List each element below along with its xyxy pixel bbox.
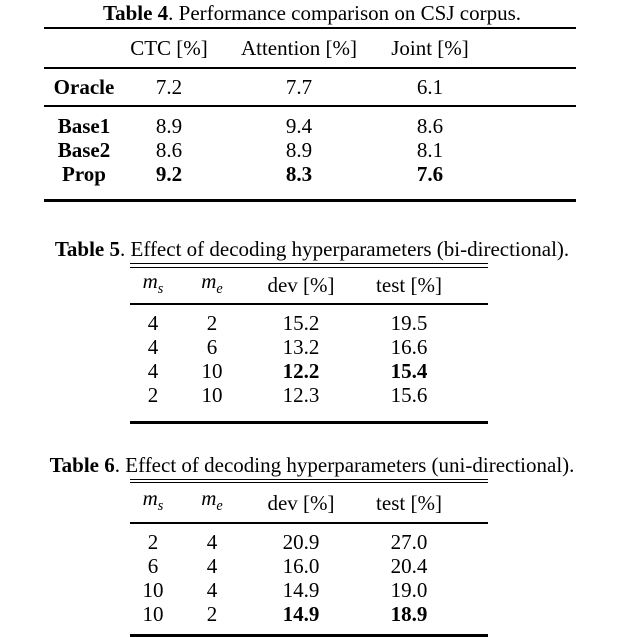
me-symbol: m xyxy=(201,269,216,293)
table-5 xyxy=(130,263,488,424)
table-4-bottom-rule xyxy=(44,199,576,202)
table-row-base1 xyxy=(44,106,576,138)
table-5-header-spacer xyxy=(464,268,488,304)
cell-dev: 16.0 xyxy=(248,554,354,578)
table-4-header-row xyxy=(44,28,576,68)
table-5-header-ms xyxy=(130,268,176,304)
cell-me: 10 xyxy=(176,359,248,383)
row-label: Oracle xyxy=(44,68,124,106)
cell-spacer xyxy=(464,359,488,383)
cell-dev: 13.2 xyxy=(248,335,354,359)
table-5-caption xyxy=(0,238,624,260)
table-6-header-dev: dev [%] xyxy=(248,483,354,523)
table-5-header-test: test [%] xyxy=(354,268,464,304)
table-5-header-row xyxy=(130,268,488,304)
cell-me: 2 xyxy=(176,602,248,634)
table-6-header-me xyxy=(176,483,248,523)
table-row xyxy=(130,383,488,421)
table-4-header-empty xyxy=(44,28,124,68)
cell-test: 15.6 xyxy=(354,383,464,421)
cell-spacer xyxy=(464,335,488,359)
table-4-header-attention: Attention [%] xyxy=(214,28,384,68)
table-6-header-test: test [%] xyxy=(354,483,464,523)
row-label: Base2 xyxy=(44,138,124,162)
cell-attention: 9.4 xyxy=(214,106,384,138)
cell-me: 10 xyxy=(176,383,248,421)
cell-test: 15.4 xyxy=(354,359,464,383)
cell-ms: 4 xyxy=(130,359,176,383)
ms-subscript: s xyxy=(158,281,164,297)
table-5-grid xyxy=(130,268,488,421)
row-label: Base1 xyxy=(44,106,124,138)
me-subscript: e xyxy=(216,281,222,297)
table-row-base2 xyxy=(44,138,576,162)
table-row xyxy=(130,304,488,335)
cell-ms: 10 xyxy=(130,602,176,634)
cell-test: 19.0 xyxy=(354,578,464,602)
cell-dev: 15.2 xyxy=(248,304,354,335)
table-5-section xyxy=(0,238,624,424)
table-6-caption-label: Table 6 xyxy=(50,453,115,477)
cell-spacer xyxy=(464,523,488,554)
table-5-header-dev: dev [%] xyxy=(248,268,354,304)
cell-dev: 14.9 xyxy=(248,578,354,602)
cell-test: 18.9 xyxy=(354,602,464,634)
table-row xyxy=(130,578,488,602)
table-4-header-joint: Joint [%] xyxy=(384,28,476,68)
cell-joint: 7.6 xyxy=(384,162,476,199)
cell-test: 27.0 xyxy=(354,523,464,554)
cell-me: 4 xyxy=(176,523,248,554)
cell-spacer xyxy=(464,578,488,602)
table-4 xyxy=(44,27,576,202)
ms-symbol: m xyxy=(143,269,158,293)
cell-ms: 6 xyxy=(130,554,176,578)
cell-spacer xyxy=(476,162,576,199)
table-4-section xyxy=(0,2,624,202)
cell-spacer xyxy=(476,138,576,162)
cell-attention: 8.3 xyxy=(214,162,384,199)
cell-dev: 12.3 xyxy=(248,383,354,421)
table-row xyxy=(130,359,488,383)
ms-subscript: s xyxy=(158,499,164,515)
cell-ms: 4 xyxy=(130,335,176,359)
table-4-header-ctc: CTC [%] xyxy=(124,28,214,68)
table-5-caption-label: Table 5 xyxy=(55,237,120,261)
me-subscript: e xyxy=(216,499,222,515)
table-5-bottom-rule xyxy=(130,421,488,424)
cell-attention: 8.9 xyxy=(214,138,384,162)
table-4-caption xyxy=(0,2,624,24)
cell-test: 20.4 xyxy=(354,554,464,578)
table-6-caption-text: . Effect of decoding hyperparameters (uni-directional). xyxy=(115,453,575,477)
table-row-oracle xyxy=(44,68,576,106)
cell-ctc: 8.6 xyxy=(124,138,214,162)
table-5-header-me xyxy=(176,268,248,304)
table-row xyxy=(130,602,488,634)
cell-me: 4 xyxy=(176,554,248,578)
cell-spacer xyxy=(464,383,488,421)
table-6-caption xyxy=(0,454,624,476)
ms-symbol: m xyxy=(143,486,158,510)
cell-spacer xyxy=(464,304,488,335)
cell-dev: 20.9 xyxy=(248,523,354,554)
table-6-grid xyxy=(130,483,488,634)
cell-joint: 6.1 xyxy=(384,68,476,106)
cell-ms: 4 xyxy=(130,304,176,335)
cell-ctc: 9.2 xyxy=(124,162,214,199)
cell-spacer xyxy=(476,68,576,106)
table-4-caption-text: . Performance comparison on CSJ corpus. xyxy=(168,1,521,25)
table-6 xyxy=(130,479,488,637)
me-symbol: m xyxy=(201,486,216,510)
table-4-caption-label: Table 4 xyxy=(103,1,168,25)
cell-me: 4 xyxy=(176,578,248,602)
cell-test: 19.5 xyxy=(354,304,464,335)
cell-spacer xyxy=(476,106,576,138)
table-6-section xyxy=(0,454,624,637)
table-4-grid xyxy=(44,27,576,199)
table-row xyxy=(130,335,488,359)
cell-dev: 14.9 xyxy=(248,602,354,634)
table-6-header-spacer xyxy=(464,483,488,523)
cell-spacer xyxy=(464,602,488,634)
cell-ms: 2 xyxy=(130,523,176,554)
cell-test: 16.6 xyxy=(354,335,464,359)
row-label: Prop xyxy=(44,162,124,199)
table-row xyxy=(130,554,488,578)
table-row-prop xyxy=(44,162,576,199)
cell-me: 2 xyxy=(176,304,248,335)
cell-joint: 8.6 xyxy=(384,106,476,138)
cell-ctc: 8.9 xyxy=(124,106,214,138)
table-row xyxy=(130,523,488,554)
cell-dev: 12.2 xyxy=(248,359,354,383)
cell-joint: 8.1 xyxy=(384,138,476,162)
cell-me: 6 xyxy=(176,335,248,359)
table-5-caption-text: . Effect of decoding hyperparameters (bi-directional). xyxy=(120,237,569,261)
cell-ms: 2 xyxy=(130,383,176,421)
table-6-header-row xyxy=(130,483,488,523)
cell-ctc: 7.2 xyxy=(124,68,214,106)
cell-ms: 10 xyxy=(130,578,176,602)
table-6-header-ms xyxy=(130,483,176,523)
cell-attention: 7.7 xyxy=(214,68,384,106)
cell-spacer xyxy=(464,554,488,578)
table-4-header-spacer xyxy=(476,28,576,68)
